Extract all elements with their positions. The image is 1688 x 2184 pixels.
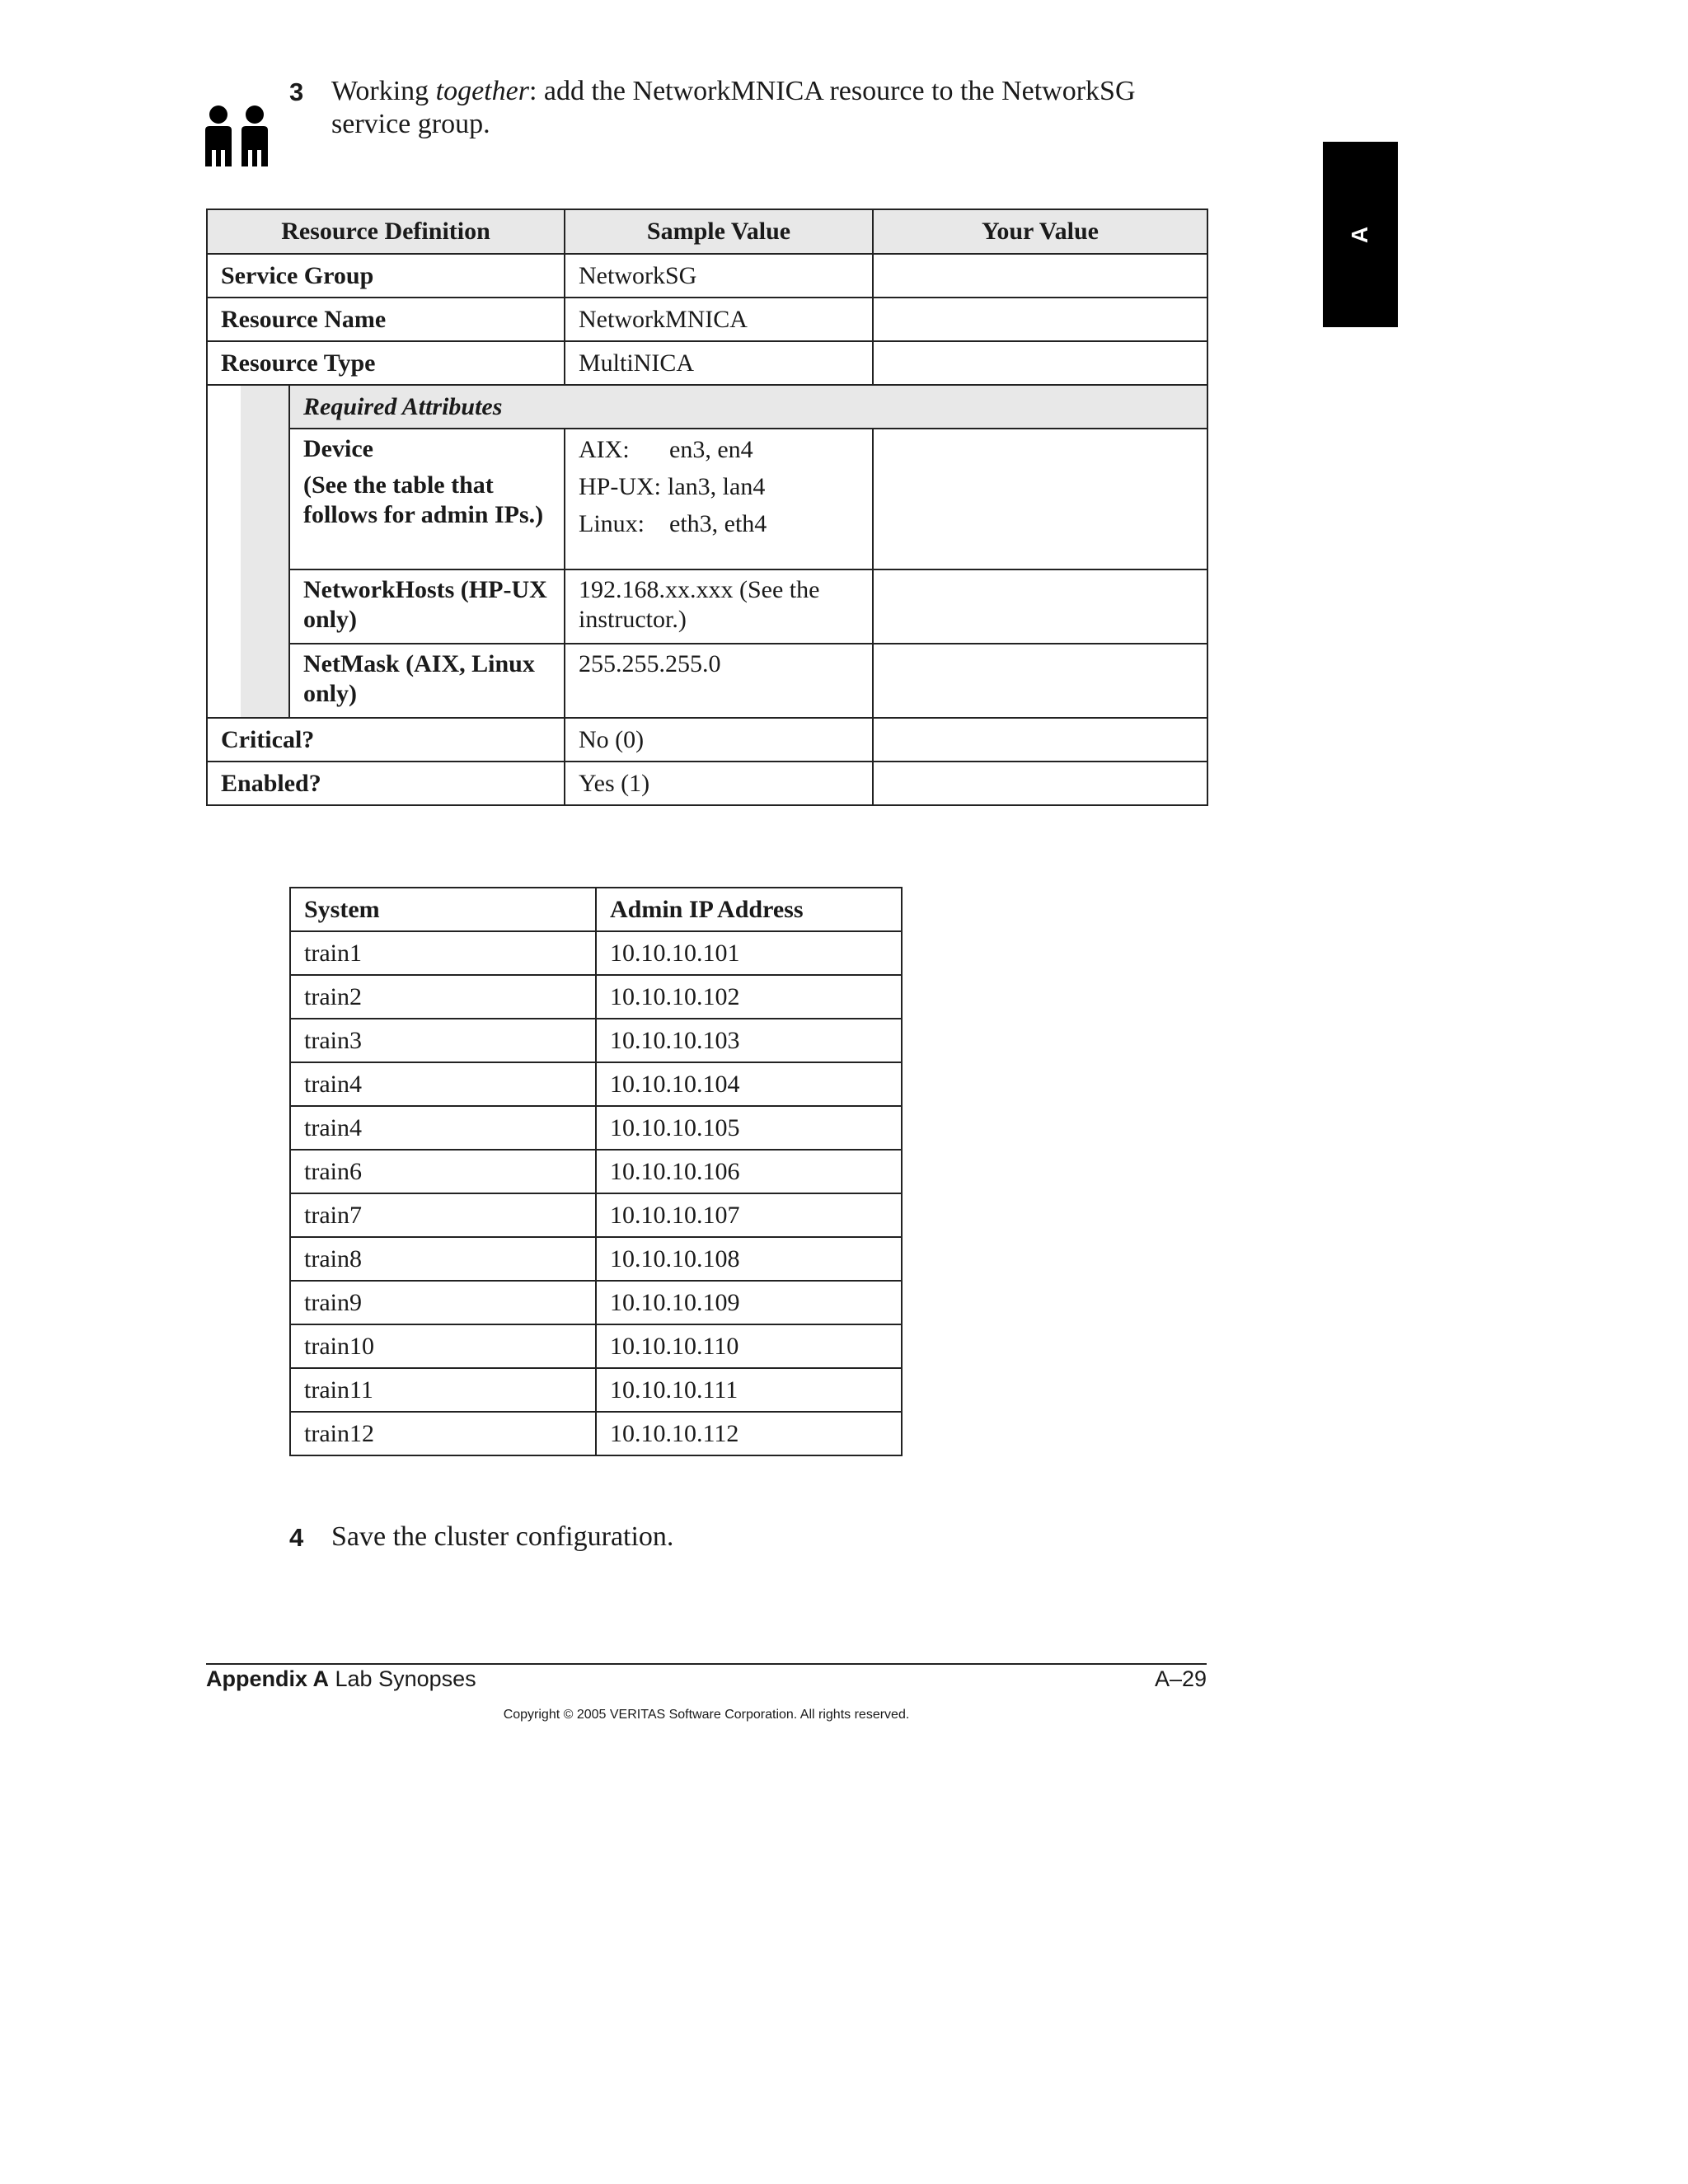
your-value-cell bbox=[873, 569, 1207, 644]
networkhosts-attribute-label: NetworkHosts (HP-UX only) bbox=[289, 569, 565, 644]
sample-value: Yes (1) bbox=[565, 762, 873, 805]
footer-section-title: Appendix A Lab Synopses bbox=[206, 1666, 476, 1691]
table-row bbox=[290, 1412, 902, 1455]
row-label: Resource Name bbox=[207, 298, 565, 341]
admin-ip-cell: 10.10.10.101 bbox=[596, 931, 902, 975]
your-value-cell bbox=[873, 429, 1207, 569]
attributes-indent bbox=[207, 385, 289, 718]
netmask-attribute-label: NetMask (AIX, Linux only) bbox=[289, 644, 565, 718]
netmask-value: 255.255.255.0 bbox=[565, 644, 873, 718]
admin-ip-cell: 10.10.10.105 bbox=[596, 1106, 902, 1150]
admin-ip-cell: 10.10.10.103 bbox=[596, 1019, 902, 1062]
admin-ip-cell: 10.10.10.111 bbox=[596, 1368, 902, 1412]
table-row bbox=[290, 1368, 902, 1412]
admin-ip-cell: 10.10.10.107 bbox=[596, 1193, 902, 1237]
your-value-cell bbox=[873, 718, 1207, 762]
row-label: Service Group bbox=[207, 254, 565, 298]
sample-value: MultiNICA bbox=[565, 341, 873, 385]
system-name-cell: train11 bbox=[290, 1368, 596, 1412]
admin-ip-cell: 10.10.10.110 bbox=[596, 1324, 902, 1368]
page-number: A–29 bbox=[1154, 1666, 1207, 1691]
system-name-cell: train10 bbox=[290, 1324, 596, 1368]
footer-divider bbox=[206, 1663, 1207, 1665]
step-instruction: Save the cluster configuration. bbox=[331, 1521, 674, 1552]
table-row bbox=[290, 1106, 902, 1150]
admin-ip-cell: 10.10.10.112 bbox=[596, 1412, 902, 1455]
system-name-cell: train6 bbox=[290, 1150, 596, 1193]
step-number: 3 bbox=[289, 77, 304, 106]
people-icon bbox=[200, 104, 274, 168]
table-row bbox=[207, 298, 1207, 341]
column-header: Sample Value bbox=[565, 209, 873, 254]
table-row bbox=[290, 1237, 902, 1281]
appendix-side-tab bbox=[1323, 142, 1398, 327]
resource-definition-table bbox=[206, 209, 1208, 806]
step-instruction: Working together: add the NetworkMNICA resource to the NetworkSG service group. bbox=[331, 76, 1136, 139]
column-header: Your Value bbox=[873, 209, 1207, 254]
row-label: Critical? bbox=[207, 718, 565, 762]
system-name-cell: train1 bbox=[290, 931, 596, 975]
table-row bbox=[290, 1062, 902, 1106]
required-attributes-header: Required Attributes bbox=[289, 385, 1207, 429]
admin-ip-cell: 10.10.10.108 bbox=[596, 1237, 902, 1281]
table-row bbox=[207, 429, 1207, 569]
table-row bbox=[207, 644, 1207, 718]
system-name-cell: train9 bbox=[290, 1281, 596, 1324]
table-row bbox=[207, 254, 1207, 298]
table-row bbox=[290, 931, 902, 975]
table-row bbox=[207, 718, 1207, 762]
table-row bbox=[207, 762, 1207, 805]
sample-value: NetworkSG bbox=[565, 254, 873, 298]
table-row bbox=[290, 1324, 902, 1368]
device-values: AIX: en3, en4 HP-UX: lan3, lan4 Linux: eth3, eth4 bbox=[565, 429, 873, 569]
system-name-cell: train3 bbox=[290, 1019, 596, 1062]
admin-ip-cell: 10.10.10.106 bbox=[596, 1150, 902, 1193]
column-header: System bbox=[290, 888, 596, 931]
table-header-row bbox=[290, 888, 902, 931]
your-value-cell bbox=[873, 341, 1207, 385]
system-name-cell: train12 bbox=[290, 1412, 596, 1455]
your-value-cell bbox=[873, 762, 1207, 805]
admin-ip-cell: 10.10.10.102 bbox=[596, 975, 902, 1019]
system-name-cell: train8 bbox=[290, 1237, 596, 1281]
admin-ip-cell: 10.10.10.104 bbox=[596, 1062, 902, 1106]
copyright-notice: Copyright © 2005 VERITAS Software Corporation. All rights reserved. bbox=[503, 1708, 910, 1722]
row-label: Enabled? bbox=[207, 762, 565, 805]
admin-ip-table bbox=[289, 887, 903, 1456]
your-value-cell bbox=[873, 644, 1207, 718]
sample-value: NetworkMNICA bbox=[565, 298, 873, 341]
device-attribute-label: Device (See the table that follows for admin IPs.) bbox=[289, 429, 565, 569]
table-row bbox=[290, 1150, 902, 1193]
your-value-cell bbox=[873, 298, 1207, 341]
system-name-cell: train4 bbox=[290, 1062, 596, 1106]
table-row bbox=[290, 1193, 902, 1237]
table-row bbox=[290, 975, 902, 1019]
sample-value: No (0) bbox=[565, 718, 873, 762]
table-row bbox=[290, 1019, 902, 1062]
row-label: Resource Type bbox=[207, 341, 565, 385]
table-row bbox=[290, 1281, 902, 1324]
column-header: Admin IP Address bbox=[596, 888, 902, 931]
admin-ip-cell: 10.10.10.109 bbox=[596, 1281, 902, 1324]
system-name-cell: train7 bbox=[290, 1193, 596, 1237]
column-header: Resource Definition bbox=[207, 209, 565, 254]
step-number: 4 bbox=[289, 1523, 304, 1552]
side-tab-label: A bbox=[1347, 226, 1373, 243]
your-value-cell bbox=[873, 254, 1207, 298]
table-row bbox=[207, 341, 1207, 385]
system-name-cell: train2 bbox=[290, 975, 596, 1019]
system-name-cell: train4 bbox=[290, 1106, 596, 1150]
table-row bbox=[207, 569, 1207, 644]
networkhosts-value: 192.168.xx.xxx (See the instructor.) bbox=[565, 569, 873, 644]
